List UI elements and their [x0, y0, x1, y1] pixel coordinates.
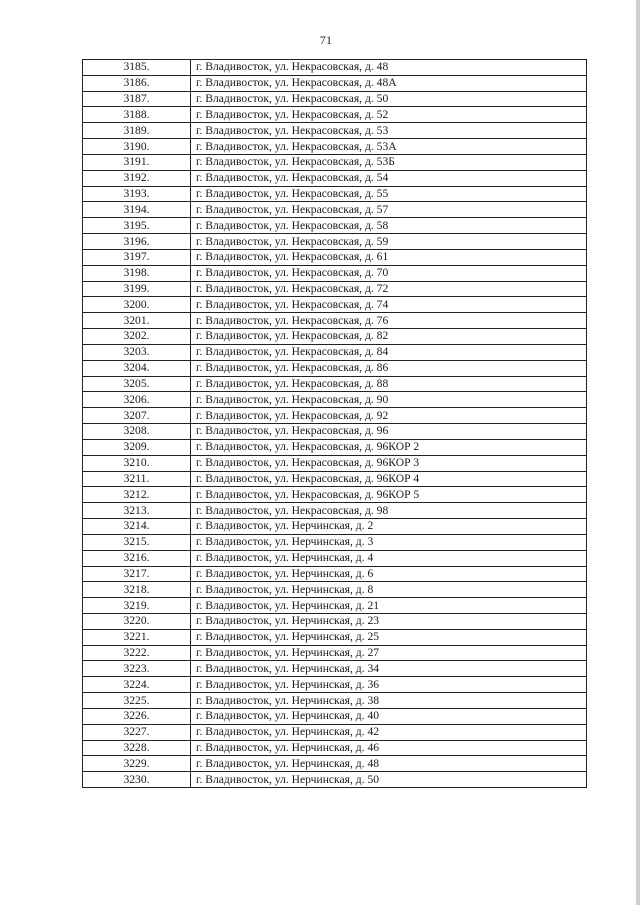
row-number-cell: 3190. — [83, 139, 191, 155]
row-number-cell: 3216. — [83, 550, 191, 566]
table-row — [83, 75, 587, 91]
address-cell: г. Владивосток, ул. Некрасовская, д. 53 — [191, 123, 587, 139]
row-number-cell: 3189. — [83, 123, 191, 139]
row-number-cell: 3209. — [83, 439, 191, 455]
address-cell: г. Владивосток, ул. Некрасовская, д. 96 — [191, 424, 587, 440]
address-cell: г. Владивосток, ул. Нерчинская, д. 21 — [191, 598, 587, 614]
table-row — [83, 107, 587, 123]
row-number-cell: 3201. — [83, 313, 191, 329]
row-number-cell: 3192. — [83, 170, 191, 186]
address-cell: г. Владивосток, ул. Некрасовская, д. 55 — [191, 186, 587, 202]
table-row — [83, 265, 587, 281]
address-cell: г. Владивосток, ул. Некрасовская, д. 54 — [191, 170, 587, 186]
row-number-cell: 3224. — [83, 677, 191, 693]
table-row — [83, 329, 587, 345]
row-number-cell: 3204. — [83, 360, 191, 376]
address-cell: г. Владивосток, ул. Некрасовская, д. 96КОР 4 — [191, 471, 587, 487]
row-number-cell: 3226. — [83, 708, 191, 724]
row-number-cell: 3230. — [83, 772, 191, 788]
address-cell: г. Владивосток, ул. Нерчинская, д. 34 — [191, 661, 587, 677]
address-cell: г. Владивосток, ул. Нерчинская, д. 23 — [191, 613, 587, 629]
row-number-cell: 3210. — [83, 455, 191, 471]
row-number-cell: 3215. — [83, 534, 191, 550]
table-row — [83, 186, 587, 202]
address-cell: г. Владивосток, ул. Некрасовская, д. 70 — [191, 265, 587, 281]
row-number-cell: 3212. — [83, 487, 191, 503]
address-cell: г. Владивосток, ул. Нерчинская, д. 40 — [191, 708, 587, 724]
row-number-cell: 3185. — [83, 60, 191, 76]
table-row — [83, 439, 587, 455]
row-number-cell: 3199. — [83, 281, 191, 297]
address-cell: г. Владивосток, ул. Нерчинская, д. 36 — [191, 677, 587, 693]
row-number-cell: 3211. — [83, 471, 191, 487]
address-cell: г. Владивосток, ул. Некрасовская, д. 72 — [191, 281, 587, 297]
table-row — [83, 281, 587, 297]
table-row — [83, 503, 587, 519]
row-number-cell: 3202. — [83, 329, 191, 345]
row-number-cell: 3219. — [83, 598, 191, 614]
address-cell: г. Владивосток, ул. Некрасовская, д. 96КОР 5 — [191, 487, 587, 503]
table-row — [83, 740, 587, 756]
table-row — [83, 91, 587, 107]
table-row — [83, 313, 587, 329]
table-row — [83, 344, 587, 360]
table-row — [83, 708, 587, 724]
table-row — [83, 60, 587, 76]
table-row — [83, 724, 587, 740]
row-number-cell: 3223. — [83, 661, 191, 677]
row-number-cell: 3193. — [83, 186, 191, 202]
table-row — [83, 756, 587, 772]
address-cell: г. Владивосток, ул. Некрасовская, д. 82 — [191, 329, 587, 345]
row-number-cell: 3188. — [83, 107, 191, 123]
table-row — [83, 139, 587, 155]
row-number-cell: 3229. — [83, 756, 191, 772]
table-row — [83, 170, 587, 186]
row-number-cell: 3228. — [83, 740, 191, 756]
row-number-cell: 3227. — [83, 724, 191, 740]
page-number: 71 — [319, 33, 333, 47]
address-cell: г. Владивосток, ул. Нерчинская, д. 46 — [191, 740, 587, 756]
table-row — [83, 154, 587, 170]
table-row — [83, 693, 587, 709]
address-cell: г. Владивосток, ул. Нерчинская, д. 6 — [191, 566, 587, 582]
address-cell: г. Владивосток, ул. Некрасовская, д. 50 — [191, 91, 587, 107]
row-number-cell: 3207. — [83, 408, 191, 424]
address-cell: г. Владивосток, ул. Некрасовская, д. 53Б — [191, 154, 587, 170]
address-cell: г. Владивосток, ул. Некрасовская, д. 76 — [191, 313, 587, 329]
table-body — [83, 60, 587, 788]
row-number-cell: 3200. — [83, 297, 191, 313]
table-row — [83, 360, 587, 376]
address-cell: г. Владивосток, ул. Некрасовская, д. 90 — [191, 392, 587, 408]
table-row — [83, 566, 587, 582]
address-cell: г. Владивосток, ул. Некрасовская, д. 52 — [191, 107, 587, 123]
row-number-cell: 3214. — [83, 519, 191, 535]
address-cell: г. Владивосток, ул. Некрасовская, д. 48А — [191, 75, 587, 91]
row-number-cell: 3217. — [83, 566, 191, 582]
row-number-cell: 3187. — [83, 91, 191, 107]
table-row — [83, 471, 587, 487]
address-cell: г. Владивосток, ул. Некрасовская, д. 96КОР 2 — [191, 439, 587, 455]
table-row — [83, 487, 587, 503]
table-row — [83, 519, 587, 535]
address-cell: г. Владивосток, ул. Некрасовская, д. 86 — [191, 360, 587, 376]
table-row — [83, 629, 587, 645]
table-row — [83, 392, 587, 408]
row-number-cell: 3222. — [83, 645, 191, 661]
table-row — [83, 613, 587, 629]
table-row — [83, 376, 587, 392]
address-table — [82, 59, 587, 788]
table-row — [83, 772, 587, 788]
table-row — [83, 202, 587, 218]
table-row — [83, 645, 587, 661]
address-cell: г. Владивосток, ул. Нерчинская, д. 3 — [191, 534, 587, 550]
address-cell: г. Владивосток, ул. Некрасовская, д. 61 — [191, 249, 587, 265]
table-row — [83, 424, 587, 440]
table-row — [83, 677, 587, 693]
address-cell: г. Владивосток, ул. Некрасовская, д. 96КОР 3 — [191, 455, 587, 471]
row-number-cell: 3205. — [83, 376, 191, 392]
row-number-cell: 3218. — [83, 582, 191, 598]
row-number-cell: 3206. — [83, 392, 191, 408]
table-row — [83, 408, 587, 424]
address-cell: г. Владивосток, ул. Нерчинская, д. 42 — [191, 724, 587, 740]
address-cell: г. Владивосток, ул. Нерчинская, д. 25 — [191, 629, 587, 645]
table-row — [83, 598, 587, 614]
address-cell: г. Владивосток, ул. Некрасовская, д. 92 — [191, 408, 587, 424]
row-number-cell: 3197. — [83, 249, 191, 265]
row-number-cell: 3194. — [83, 202, 191, 218]
table-row — [83, 455, 587, 471]
table-row — [83, 234, 587, 250]
address-cell: г. Владивосток, ул. Нерчинская, д. 48 — [191, 756, 587, 772]
row-number-cell: 3225. — [83, 693, 191, 709]
row-number-cell: 3213. — [83, 503, 191, 519]
row-number-cell: 3220. — [83, 613, 191, 629]
address-cell: г. Владивосток, ул. Нерчинская, д. 27 — [191, 645, 587, 661]
table-row — [83, 582, 587, 598]
row-number-cell: 3191. — [83, 154, 191, 170]
row-number-cell: 3208. — [83, 424, 191, 440]
table-row — [83, 661, 587, 677]
table-row — [83, 297, 587, 313]
table-row — [83, 249, 587, 265]
address-cell: г. Владивосток, ул. Некрасовская, д. 84 — [191, 344, 587, 360]
address-cell: г. Владивосток, ул. Нерчинская, д. 8 — [191, 582, 587, 598]
table-row — [83, 218, 587, 234]
row-number-cell: 3198. — [83, 265, 191, 281]
address-cell: г. Владивосток, ул. Нерчинская, д. 50 — [191, 772, 587, 788]
address-cell: г. Владивосток, ул. Нерчинская, д. 38 — [191, 693, 587, 709]
address-cell: г. Владивосток, ул. Некрасовская, д. 74 — [191, 297, 587, 313]
address-cell: г. Владивосток, ул. Некрасовская, д. 98 — [191, 503, 587, 519]
address-cell: г. Владивосток, ул. Нерчинская, д. 4 — [191, 550, 587, 566]
row-number-cell: 3203. — [83, 344, 191, 360]
table-row — [83, 534, 587, 550]
table-row — [83, 550, 587, 566]
scan-edge — [636, 0, 640, 905]
row-number-cell: 3196. — [83, 234, 191, 250]
row-number-cell: 3221. — [83, 629, 191, 645]
address-cell: г. Владивосток, ул. Некрасовская, д. 48 — [191, 60, 587, 76]
address-cell: г. Владивосток, ул. Некрасовская, д. 57 — [191, 202, 587, 218]
address-cell: г. Владивосток, ул. Нерчинская, д. 2 — [191, 519, 587, 535]
address-cell: г. Владивосток, ул. Некрасовская, д. 53А — [191, 139, 587, 155]
address-cell: г. Владивосток, ул. Некрасовская, д. 59 — [191, 234, 587, 250]
row-number-cell: 3195. — [83, 218, 191, 234]
address-cell: г. Владивосток, ул. Некрасовская, д. 58 — [191, 218, 587, 234]
address-cell: г. Владивосток, ул. Некрасовская, д. 88 — [191, 376, 587, 392]
row-number-cell: 3186. — [83, 75, 191, 91]
table-row — [83, 123, 587, 139]
